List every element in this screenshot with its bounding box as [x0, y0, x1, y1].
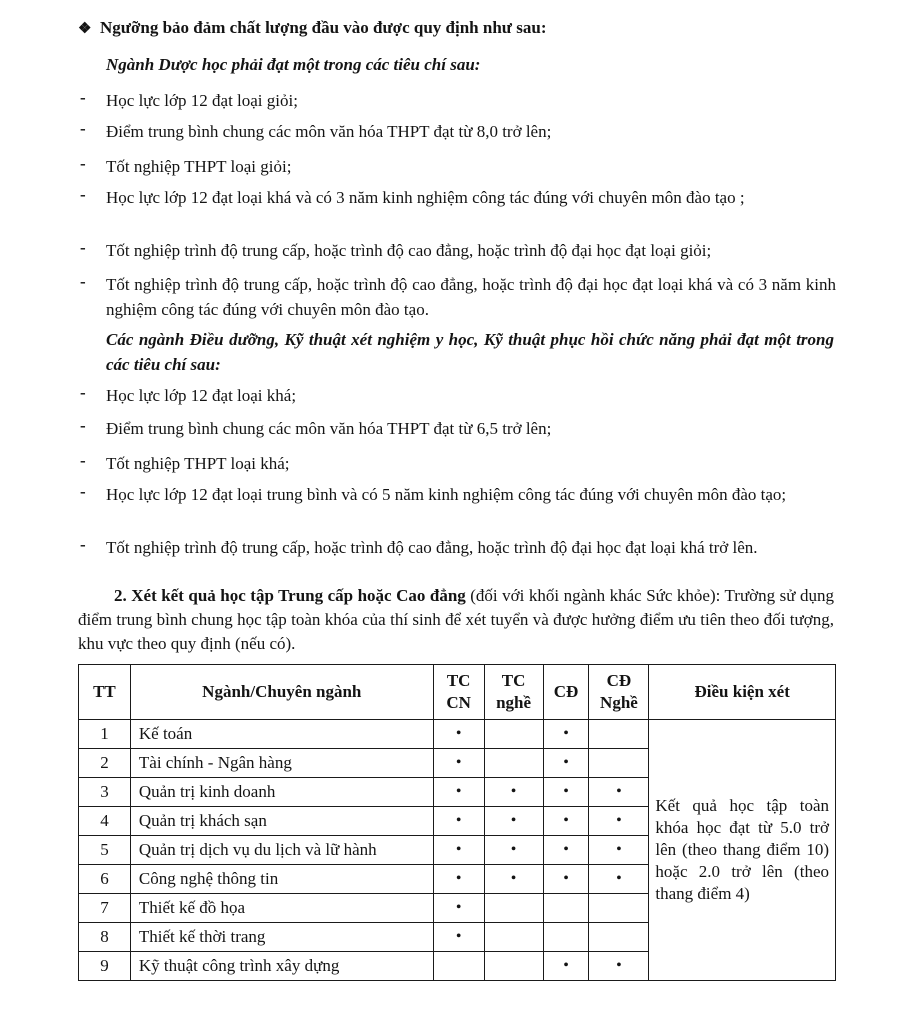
dash-bullet-icon: -	[80, 383, 86, 402]
dot-mark-icon: •	[455, 754, 462, 771]
dash-bullet-icon: -	[80, 185, 86, 204]
table-header-row	[79, 665, 836, 720]
row-number: 2	[79, 749, 131, 778]
dash-bullet-icon: -	[80, 482, 86, 501]
mark-cd-nghe	[589, 952, 649, 981]
row-number: 9	[79, 952, 131, 981]
program-name: Quản trị kinh doanh	[130, 778, 433, 807]
dash-bullet-icon: -	[80, 238, 86, 257]
mark-cd-nghe	[589, 865, 649, 894]
mark-cd	[543, 720, 589, 749]
dot-mark-icon: •	[455, 812, 462, 829]
mark-cd-nghe	[589, 749, 649, 778]
mark-cd	[543, 865, 589, 894]
mark-tc-cn	[433, 720, 484, 749]
mark-tc-nghe	[484, 894, 543, 923]
dot-mark-icon: •	[510, 812, 517, 829]
dash-bullet-icon: -	[80, 154, 86, 173]
mark-tc-cn	[433, 923, 484, 952]
mark-cd	[543, 778, 589, 807]
program-name: Thiết kế thời trang	[130, 923, 433, 952]
mark-cd	[543, 749, 589, 778]
mark-cd	[543, 836, 589, 865]
program-name: Tài chính - Ngân hàng	[130, 749, 433, 778]
row-number: 8	[79, 923, 131, 952]
dash-bullet-icon: -	[80, 416, 86, 435]
dot-mark-icon: •	[455, 928, 462, 945]
dot-mark-icon: •	[510, 783, 517, 800]
list-item-text: Tốt nghiệp trình độ trung cấp, hoặc trình độ cao đẳng, hoặc trình độ đại học đạt loại khá và có 3 năm kinh nghiệm công tác đúng với chuyên môn đào tạo.	[106, 275, 836, 319]
dot-mark-icon: •	[616, 812, 622, 829]
mark-tc-nghe	[484, 836, 543, 865]
list-item-text: Học lực lớp 12 đạt loại khá và có 3 năm kinh nghiệm công tác đúng với chuyên môn đào tạo ;	[106, 188, 745, 207]
mark-tc-nghe	[484, 952, 543, 981]
dash-bullet-icon: -	[80, 88, 86, 107]
list-item-text: Điểm trung bình chung các môn văn hóa THPT đạt từ 8,0 trở lên;	[106, 122, 552, 141]
admission-condition: Kết quả học tập toàn khóa học đạt từ 5.0 trở lên (theo thang điểm 10) hoặc 2.0 trở lên (theo thang điểm 4)	[649, 720, 836, 981]
dot-mark-icon: •	[616, 870, 622, 887]
section-2-paragraph	[78, 584, 834, 656]
mark-tc-cn	[433, 836, 484, 865]
table-row	[79, 720, 836, 749]
list-item-text: Điểm trung bình chung các môn văn hóa THPT đạt từ 6,5 trở lên;	[106, 419, 552, 438]
header-cd-nghe-text: CĐ Nghề	[600, 671, 638, 712]
header-cd-nghe	[589, 665, 649, 720]
dot-mark-icon: •	[455, 899, 462, 916]
mark-cd-nghe	[589, 720, 649, 749]
header-tc-cn	[433, 665, 484, 720]
dot-mark-icon: •	[616, 957, 622, 974]
dash-bullet-icon: -	[80, 451, 86, 470]
diamond-bullet-icon: ❖	[78, 21, 92, 37]
program-name: Thiết kế đồ họa	[130, 894, 433, 923]
dot-mark-icon: •	[563, 754, 569, 771]
dot-mark-icon: •	[616, 783, 622, 800]
header-program: Ngành/Chuyên ngành	[130, 665, 433, 720]
row-number: 6	[79, 865, 131, 894]
mark-cd-nghe	[589, 778, 649, 807]
list-item-text: Tốt nghiệp trình độ trung cấp, hoặc trình độ cao đẳng, hoặc trình độ đại học đạt loại khá trở lên.	[106, 538, 758, 557]
mark-cd-nghe	[589, 836, 649, 865]
mark-tc-nghe	[484, 807, 543, 836]
header-tc-cn-text: TC CN	[446, 671, 471, 712]
dot-mark-icon: •	[455, 725, 462, 742]
dot-mark-icon: •	[455, 870, 462, 887]
mark-tc-nghe	[484, 778, 543, 807]
mark-tc-cn	[433, 778, 484, 807]
header-condition: Điều kiện xét	[649, 665, 836, 720]
list-item-text: Học lực lớp 12 đạt loại giỏi;	[106, 91, 298, 110]
row-number: 5	[79, 836, 131, 865]
dot-mark-icon: •	[563, 841, 569, 858]
mark-cd-nghe	[589, 894, 649, 923]
mark-cd	[543, 952, 589, 981]
pharmacy-title: Ngành Dược học phải đạt một trong các tiêu chí sau:	[106, 55, 481, 74]
dot-mark-icon: •	[563, 783, 569, 800]
mark-tc-nghe	[484, 865, 543, 894]
mark-cd-nghe	[589, 923, 649, 952]
mark-tc-cn	[433, 807, 484, 836]
mark-tc-cn	[433, 749, 484, 778]
table-body	[79, 720, 836, 981]
list-item-text: Học lực lớp 12 đạt loại khá;	[106, 386, 297, 405]
program-name: Công nghệ thông tin	[130, 865, 433, 894]
header-tt: TT	[79, 665, 131, 720]
mark-cd	[543, 923, 589, 952]
row-number: 3	[79, 778, 131, 807]
dot-mark-icon: •	[510, 841, 517, 858]
dash-bullet-icon: -	[80, 535, 86, 554]
dot-mark-icon: •	[510, 870, 517, 887]
dash-bullet-icon: -	[80, 272, 86, 291]
mark-tc-nghe	[484, 720, 543, 749]
mark-cd	[543, 894, 589, 923]
mark-tc-nghe	[484, 749, 543, 778]
row-number: 1	[79, 720, 131, 749]
header-cd: CĐ	[543, 665, 589, 720]
section-heading	[78, 18, 546, 38]
list-item-text: Học lực lớp 12 đạt loại trung bình và có 5 năm kinh nghiệm công tác đúng với chuyên môn đào tạo;	[106, 485, 787, 504]
list-item-text: Tốt nghiệp THPT loại khá;	[106, 454, 290, 473]
header-tc-nghe	[484, 665, 543, 720]
section-heading-text: Ngưỡng bảo đảm chất lượng đầu vào được quy định như sau:	[100, 18, 547, 37]
program-name: Kỹ thuật công trình xây dựng	[130, 952, 433, 981]
programs-table	[78, 664, 836, 981]
mark-tc-cn	[433, 952, 484, 981]
nursing-title: Các ngành Điều dưỡng, Kỹ thuật xét nghiệm y học, Kỹ thuật phục hồi chức năng phải đạt một trong các tiêu chí sau:	[106, 330, 834, 374]
list-item-text: Tốt nghiệp trình độ trung cấp, hoặc trình độ cao đẳng, hoặc trình độ đại học đạt loại giỏi;	[106, 241, 712, 260]
dot-mark-icon: •	[455, 783, 462, 800]
dot-mark-icon: •	[563, 725, 569, 742]
mark-cd	[543, 807, 589, 836]
program-name: Quản trị khách sạn	[130, 807, 433, 836]
dot-mark-icon: •	[455, 841, 462, 858]
program-name: Quản trị dịch vụ du lịch và lữ hành	[130, 836, 433, 865]
section-2-body: (đối với khối ngành khác Sức khỏe): Trường sử dụng điểm trung bình chung học tập toàn khóa của thí sinh để xét tuyển và được hưởng điểm ưu tiên theo đối tượng, khu vực theo quy định (nếu có).	[78, 586, 834, 653]
dot-mark-icon: •	[563, 870, 569, 887]
section-2-number: 2.	[114, 586, 127, 605]
dot-mark-icon: •	[563, 812, 569, 829]
mark-tc-cn	[433, 865, 484, 894]
header-tc-nghe-text: TC nghề	[496, 671, 532, 712]
mark-tc-cn	[433, 894, 484, 923]
dash-bullet-icon: -	[80, 119, 86, 138]
mark-cd-nghe	[589, 807, 649, 836]
row-number: 7	[79, 894, 131, 923]
program-name: Kế toán	[130, 720, 433, 749]
mark-tc-nghe	[484, 923, 543, 952]
dot-mark-icon: •	[616, 841, 622, 858]
row-number: 4	[79, 807, 131, 836]
list-item-text: Tốt nghiệp THPT loại giỏi;	[106, 157, 292, 176]
dot-mark-icon: •	[563, 957, 569, 974]
section-2-title: Xét kết quả học tập Trung cấp hoặc Cao đẳng	[131, 586, 466, 605]
